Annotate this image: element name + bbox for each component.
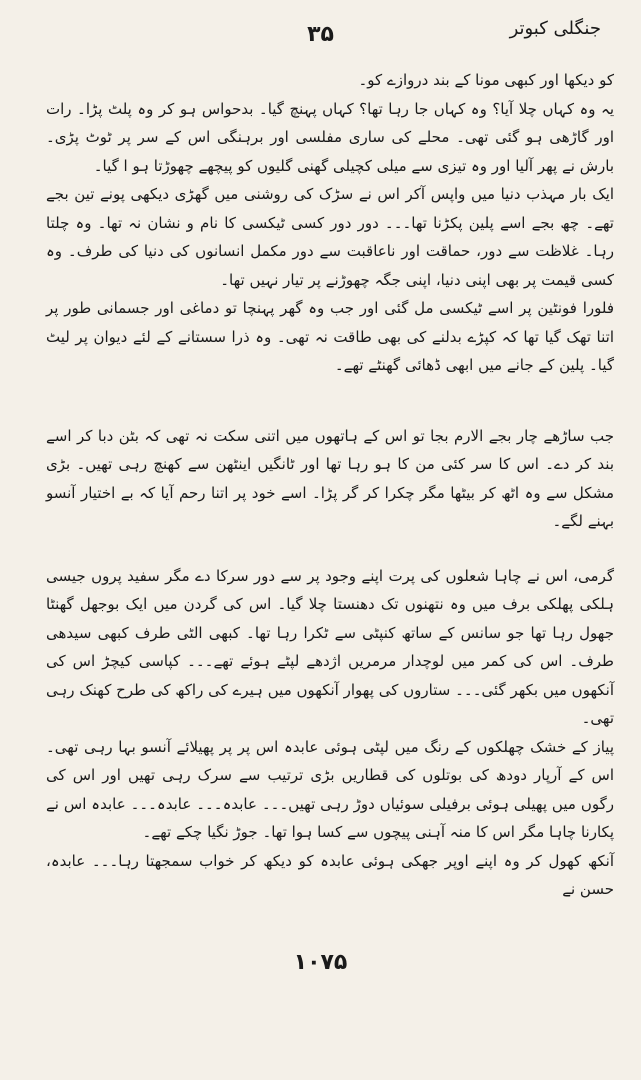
paragraph: آنکھ کھول کر وہ اپنے اوپر جھکی ہوئی عابدہ کو دیکھ کر خواب سمجھتا رہا۔۔۔ عابدہ، حسن نے bbox=[46, 851, 614, 898]
running-title: جنگلی کبوتر bbox=[509, 18, 601, 39]
paragraph: فلورا فونٹین پر اسے ٹیکسی مل گئی اور جب وہ گھر پہنچا تو دماغی اور جسمانی طور پر اتنا تھک گیا تھا کہ کپڑے بدلنے کی بھی طاقت نہ تھی۔ وہ ذرا سستانے کے لئے دیوان پر لیٹ گیا۔ پلین کے جانے میں ابھی ڈھائی گھنٹے تھے۔ bbox=[46, 299, 614, 374]
page-number-bottom: ۱۰۷۵ bbox=[293, 950, 348, 975]
paragraph-gap bbox=[46, 536, 614, 562]
paragraph: جب ساڑھے چار بجے الارم بجا تو اس کے ہاتھوں میں اتنی سکت نہ تھی کہ بٹن دبا کر اسے بند کر دے۔ اس کا سر کئی من کا ہو رہا تھا اور ٹانگیں اینٹھن سے کھنچ رہی تھیں۔ بڑی مشکل سے وہ اٹھ کر بیٹھا مگر چکرا کر گر پڑا۔ اسے خود پر اتنا رحم آیا کہ بے اختیار آنسو بہنے لگے۔ bbox=[46, 426, 614, 530]
paragraph: یہ وہ کہاں چلا آیا؟ وہ کہاں جا رہا تھا؟ کہاں پہنچ گیا۔ بدحواس ہو کر وہ پلٹ پڑا۔ رات اور گاڑھی ہو گئی تھی۔ محلے کی ساری مفلسی اور برہنگی اس کے سر پر ٹوٹ پڑی۔ بارش نے پھر آلیا اور وہ تیزی سے میلی کچیلی گھنی گلیوں کو پیچھے چھوڑتا ہو ا گیا۔ bbox=[46, 99, 614, 175]
paragraph: گرمی، اس نے چاہا شعلوں کی پرت اپنے وجود پر سے دور سرکا دے مگر سفید پروں جیسی ہلکی پھلکی برف میں وہ نتھنوں تک دھنستا چلا گیا۔ اس کی گردن میں ایک بوجھل گھنٹا جھول رہا تھا جو سانس کے ساتھ کنپٹی سے ٹکرا رہا تھا۔ کبھی الٹی طرف کبھی سیدھی طرف۔ اس کی کمر میں لوچدار مرمریں اژدھے لپٹے ہوئے تھے۔۔۔ کپاسی کیچڑ اس کی آنکھوں میں بکھر گئی۔۔۔ ستاروں کی پھوار آنکھوں میں ہیرے کی راکھ کی طرح کھنک رہی تھی۔ bbox=[46, 566, 614, 727]
body-text bbox=[46, 66, 614, 904]
paragraph-gap bbox=[46, 380, 614, 422]
paragraph: کو دیکھا اور کبھی مونا کے بند دروازے کو۔ bbox=[358, 71, 614, 89]
paragraph: پیاز کے خشک چھلکوں کے رنگ میں لپٹی ہوئی عابدہ اس پر پر پھیلائے آنسو بہا رہی تھی۔ اس کے آرپار دودھ کی بوتلوں کی قطاریں بڑی ترتیب سے سرک رہی تھیں اور اس کی رگوں میں پھیلی ہوئی برفیلی سوئیاں دوڑ رہی تھیں۔۔۔ عابدہ۔۔۔ عابدہ۔۔۔ عابدہ اس نے پکارنا چاہا مگر اس کا منہ آہنی پیچوں سے کسا ہوا تھا۔ جوڑ نگیا چکے تھے۔ bbox=[46, 737, 614, 841]
paragraph: ایک بار مہذب دنیا میں واپس آکر اس نے سڑک کی روشنی میں گھڑی دیکھی پونے تین بجے تھے۔ چھ بجے اسے پلین پکڑنا تھا۔۔۔ دور دور کسی ٹیکسی کا نام و نشان نہ تھا۔ وہ چلتا رہا۔ غلاظت سے دور، حماقت اور ناعاقبت سے دور مکمل انسانوں کی دنیا کی طرف۔ وہ کسی قیمت پر بھی اپنی دنیا، اپنی جگہ چھوڑنے پر تیار نہیں تھا۔ bbox=[46, 185, 614, 289]
page-number-top: ۳۵ bbox=[307, 22, 334, 47]
